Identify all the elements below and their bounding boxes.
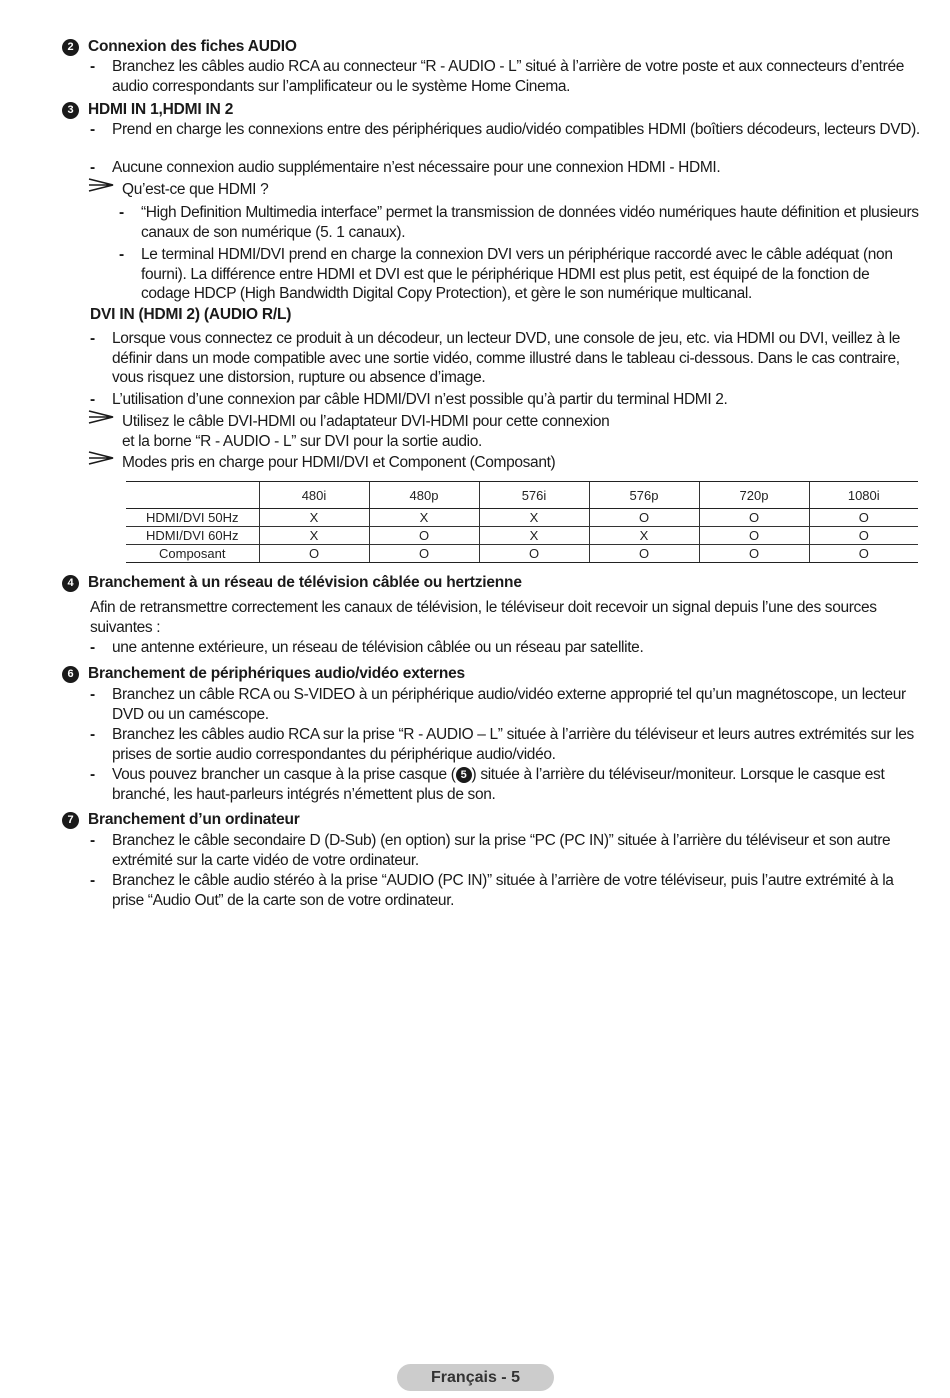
list-item — [90, 871, 920, 910]
section-number-badge: 3 — [62, 102, 79, 119]
table-cell: O — [809, 527, 918, 545]
note-arrow-icon — [88, 450, 114, 466]
list-item — [90, 765, 920, 804]
item-text-part: Vous pouvez brancher un casque à la prise casque ( — [112, 766, 456, 783]
supported-modes-table — [126, 481, 918, 563]
item-text: Lorsque vous connectez ce produit à un décodeur, un lecteur DVD, une console de jeu, etc. via HDMI ou DVI, veillez à le définir dans un mode compatible avec une sortie vidéo, comme illustré dans le tableau ci-dessous. Dans le cas contraire, vous risquez une distorsion, rupture ou absence d’image. — [112, 330, 901, 386]
item-text: Branchez le câble secondaire D (D-Sub) (en option) sur la prise “PC (PC IN)” située à l’arrière du téléviseur et son autre extrémité sur la carte vidéo de votre ordinateur. — [112, 832, 891, 869]
table-cell: O — [259, 545, 369, 563]
table-cell: O — [479, 545, 589, 563]
item-text — [112, 765, 920, 804]
table-header-cell: 720p — [699, 482, 809, 509]
note-supported-modes — [88, 453, 918, 473]
section-heading-hdmi — [62, 100, 233, 119]
section-heading-audio — [62, 37, 297, 56]
table-header-cell: 576p — [589, 482, 699, 509]
table-header-row — [126, 482, 918, 509]
table-header-cell: 1080i — [809, 482, 918, 509]
note-hdmi-question — [88, 180, 918, 200]
table-cell: X — [259, 509, 369, 527]
table-cell: O — [809, 509, 918, 527]
item-text: Branchez le câble audio stéréo à la prise “AUDIO (PC IN)” située à l’arrière de votre téléviseur, puis l’autre extrémité à la prise “Audio Out” de la carte son de votre ordinateur. — [112, 872, 894, 909]
table-cell: O — [809, 545, 918, 563]
note-arrow-icon — [88, 177, 114, 193]
item-text: Branchez un câble RCA ou S-VIDEO à un périphérique audio/vidéo externe approprié tel qu’un magnétoscope, un lecteur DVD ou un caméscope. — [112, 686, 906, 723]
section-number-badge: 2 — [62, 39, 79, 56]
note-dvi-cable — [88, 412, 918, 451]
table-cell: O — [369, 527, 479, 545]
table-header-cell: 480i — [259, 482, 369, 509]
note-text: Qu’est-ce que HDMI ? — [122, 181, 269, 198]
table-cell: O — [589, 509, 699, 527]
table-cell: O — [699, 545, 809, 563]
list-item — [119, 203, 919, 242]
table-cell: Composant — [126, 545, 259, 563]
bullet-dash: - — [90, 330, 95, 347]
list-item — [90, 158, 920, 178]
table-header-cell — [126, 482, 259, 509]
item-text: Le terminal HDMI/DVI prend en charge la connexion DVI vers un périphérique raccordé avec le câble adéquat (non fourni). La différence entre HDMI et DVI est que le périphérique HDMI est plus petit, est équipé de la fonction de codage HDCP (High Bandwidth Digital Copy Protection), et gère le son numérique multicanal. — [141, 246, 893, 302]
bullet-dash: - — [90, 726, 95, 743]
table-row — [126, 509, 918, 527]
table-header-cell: 576i — [479, 482, 589, 509]
section-heading-computer — [62, 810, 300, 829]
item-text: “High Definition Multimedia interface” permet la transmission de données vidéo numériques haute définition et plusieurs canaux de son numérique (5. 1 canaux). — [141, 204, 919, 241]
bullet-dash: - — [119, 204, 124, 221]
bullet-dash: - — [90, 639, 95, 656]
note-arrow-icon — [88, 409, 114, 425]
list-item — [90, 638, 920, 658]
section-number-badge: 6 — [62, 666, 79, 683]
list-item — [90, 725, 920, 764]
table-cell: X — [479, 527, 589, 545]
bullet-dash: - — [119, 246, 124, 263]
table-cell: X — [259, 527, 369, 545]
page-number-badge: Français - 5 — [397, 1364, 554, 1391]
list-item — [90, 831, 920, 870]
table-cell: HDMI/DVI 60Hz — [126, 527, 259, 545]
table-cell: O — [369, 545, 479, 563]
table-cell: X — [479, 509, 589, 527]
table-row — [126, 527, 918, 545]
section-number-badge: 4 — [62, 575, 79, 592]
bullet-dash: - — [90, 766, 95, 783]
bullet-dash: - — [90, 58, 95, 75]
table-cell: O — [699, 527, 809, 545]
list-item — [119, 245, 919, 304]
list-item — [90, 329, 920, 388]
table-row — [126, 545, 918, 563]
table-cell: O — [699, 509, 809, 527]
item-text: L’utilisation d’une connexion par câble HDMI/DVI n’est possible qu’à partir du terminal HDMI 2. — [112, 391, 728, 408]
section-title: Connexion des fiches AUDIO — [88, 38, 297, 55]
item-text: Branchez les câbles audio RCA au connecteur “R - AUDIO - L” situé à l’arrière de votre poste et aux connecteurs d’entrée audio correspondants sur l’amplificateur ou le système Home Cinema. — [112, 58, 904, 95]
table-cell: O — [589, 545, 699, 563]
section-heading-antenna — [62, 573, 522, 592]
section-paragraph: Afin de retransmettre correctement les canaux de télévision, le téléviseur doit recevoir un signal depuis l’une des sources suivantes : — [90, 599, 877, 636]
table-cell: X — [369, 509, 479, 527]
table-cell: X — [589, 527, 699, 545]
list-item — [90, 57, 920, 96]
bullet-dash: - — [90, 686, 95, 703]
section-title: Branchement de périphériques audio/vidéo externes — [88, 665, 465, 682]
note-text: Utilisez le câble DVI-HDMI ou l’adaptateur DVI-HDMI pour cette connexion et la borne “R - AUDIO - L” sur DVI pour la sortie audio. — [122, 413, 610, 450]
bullet-dash: - — [90, 121, 95, 138]
table-cell: HDMI/DVI 50Hz — [126, 509, 259, 527]
bullet-dash: - — [90, 391, 95, 408]
item-text: une antenne extérieure, un réseau de télévision câblée ou un réseau par satellite. — [112, 639, 644, 656]
section-heading-external-av — [62, 664, 465, 683]
item-text-part: ) située à l’arrière du téléviseur/moniteur. Lorsque le casque est branché, les haut-parleurs intégrés n’émettent plus de son. — [112, 766, 885, 803]
bullet-dash: - — [90, 872, 95, 889]
item-text: Aucune connexion audio supplémentaire n’est nécessaire pour une connexion HDMI - HDMI. — [112, 159, 721, 176]
table-header-cell: 480p — [369, 482, 479, 509]
section-title: HDMI IN 1,HDMI IN 2 — [88, 101, 234, 118]
section-title: Branchement à un réseau de télévision câblée ou hertzienne — [88, 574, 522, 591]
list-item — [90, 390, 920, 410]
item-text: Branchez les câbles audio RCA sur la prise “R - AUDIO – L” située à l’arrière du téléviseur et leurs autres extrémités sur les prises de sortie audio correspondantes du périphérique audio/vidéo. — [112, 726, 914, 763]
bullet-dash: - — [90, 159, 95, 176]
headphone-jack-number-badge: 5 — [456, 767, 472, 783]
section-title: Branchement d’un ordinateur — [88, 811, 300, 828]
section-number-badge: 7 — [62, 812, 79, 829]
list-item — [90, 685, 920, 724]
subsection-heading-dvi: DVI IN (HDMI 2) (AUDIO R/L) — [90, 306, 292, 323]
list-item — [90, 120, 920, 140]
note-text: Modes pris en charge pour HDMI/DVI et Component (Composant) — [122, 454, 556, 471]
item-text: Prend en charge les connexions entre des périphériques audio/vidéo compatibles HDMI (boîtiers décodeurs, lecteurs DVD). — [112, 121, 920, 138]
bullet-dash: - — [90, 832, 95, 849]
